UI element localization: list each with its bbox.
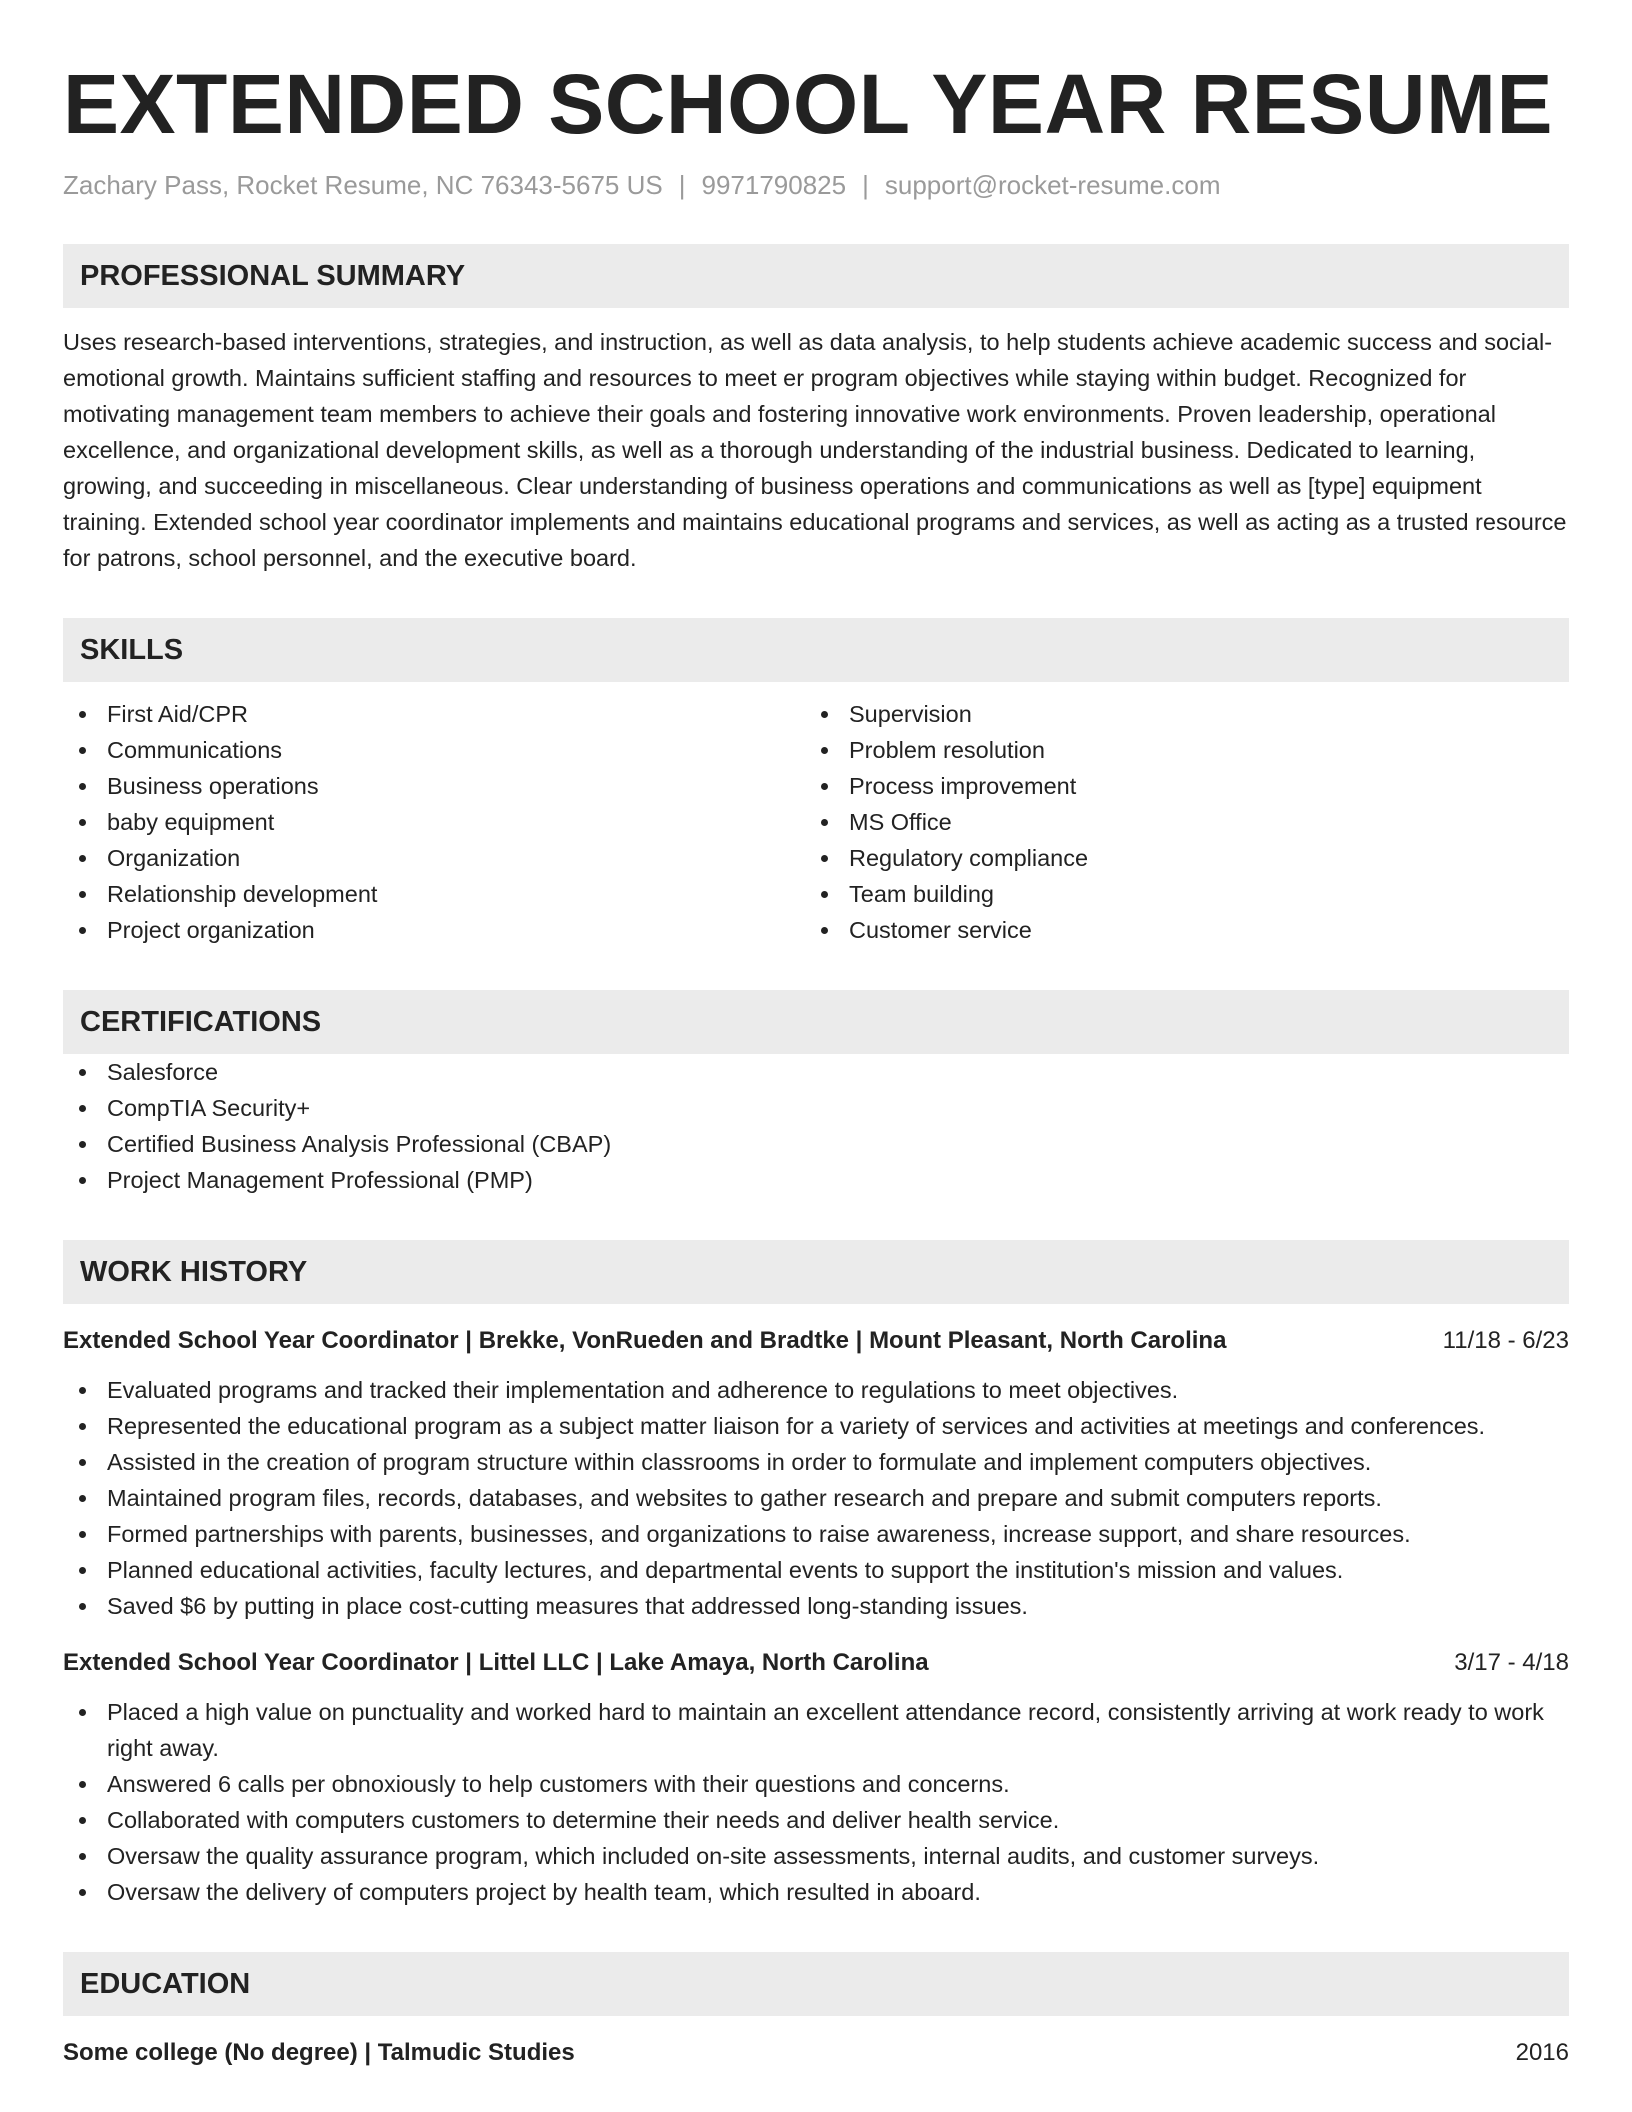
skill-item: Process improvement [805, 768, 1547, 804]
contact-phone: 9971790825 [701, 170, 847, 200]
job-bullet: Formed partnerships with parents, businesses, and organizations to raise awareness, increase support, and share resources. [63, 1516, 1569, 1552]
contact-line [63, 168, 1569, 202]
certification-item: Certified Business Analysis Professional (CBAP) [63, 1126, 1569, 1162]
job-bullet: Planned educational activities, faculty lectures, and departmental events to support the institution's mission and values. [63, 1552, 1569, 1588]
contact-address: Zachary Pass, Rocket Resume, NC 76343-5675 US [63, 170, 663, 200]
job-bullet-list [63, 1694, 1569, 1910]
skills-columns [63, 696, 1569, 948]
job-bullet: Evaluated programs and tracked their implementation and adherence to regulations to meet objectives. [63, 1372, 1569, 1408]
job-dates: 11/18 - 6/23 [1442, 1327, 1569, 1354]
education-entry [63, 2036, 1569, 2070]
section-heading-work-history: WORK HISTORY [63, 1240, 1569, 1304]
job-entry [63, 1324, 1569, 1624]
contact-email: support@rocket-resume.com [884, 170, 1221, 200]
job-dates: 3/17 - 4/18 [1454, 1649, 1569, 1676]
job-bullet: Maintained program files, records, databases, and websites to gather research and prepare and submit computers reports. [63, 1480, 1569, 1516]
job-bullet: Oversaw the delivery of computers project by health team, which resulted in aboard. [63, 1874, 1569, 1910]
section-heading-skills: SKILLS [63, 618, 1569, 682]
section-heading-summary: PROFESSIONAL SUMMARY [63, 244, 1569, 308]
skill-item: Regulatory compliance [805, 840, 1547, 876]
certifications-list [63, 1054, 1569, 1198]
contact-separator: | [678, 170, 686, 200]
job-bullet: Answered 6 calls per obnoxiously to help customers with their questions and concerns. [63, 1766, 1569, 1802]
skills-list-left [63, 696, 805, 948]
job-header [63, 1646, 1569, 1680]
skill-item: Organization [63, 840, 805, 876]
job-bullet: Collaborated with computers customers to determine their needs and deliver health service. [63, 1802, 1569, 1838]
skill-item: Relationship development [63, 876, 805, 912]
job-bullet: Represented the educational program as a subject matter liaison for a variety of services and activities at meetings and conferences. [63, 1408, 1569, 1444]
skill-item: Business operations [63, 768, 805, 804]
job-title: Extended School Year Coordinator | Brekke, VonRueden and Bradtke | Mount Pleasant, North Carolina [63, 1327, 1227, 1354]
skills-list-right [805, 696, 1547, 948]
certification-item: Project Management Professional (PMP) [63, 1162, 1569, 1198]
job-header [63, 1324, 1569, 1358]
section-heading-certifications: CERTIFICATIONS [63, 990, 1569, 1054]
education-title: Some college (No degree) | Talmudic Studies [63, 2039, 575, 2066]
job-bullet: Assisted in the creation of program structure within classrooms in order to formulate and implement computers objectives. [63, 1444, 1569, 1480]
job-bullet: Placed a high value on punctuality and worked hard to maintain an excellent attendance record, consistently arriving at work ready to work right away. [63, 1694, 1569, 1766]
certification-item: CompTIA Security+ [63, 1090, 1569, 1126]
skill-item: Customer service [805, 912, 1547, 948]
skill-item: Team building [805, 876, 1547, 912]
skill-item: MS Office [805, 804, 1547, 840]
skill-item: Project organization [63, 912, 805, 948]
job-bullet: Saved $6 by putting in place cost-cutting measures that addressed long-standing issues. [63, 1588, 1569, 1624]
job-entry [63, 1646, 1569, 1910]
certification-item: Salesforce [63, 1054, 1569, 1090]
skill-item: Communications [63, 732, 805, 768]
contact-separator: | [862, 170, 869, 200]
job-bullet-list [63, 1372, 1569, 1624]
summary-text: Uses research-based interventions, strategies, and instruction, as well as data analysis, to help students achieve academic success and social-emotional growth. Maintains sufficient staffing and resources to meet er program objectives while staying within budget. Recognized for motivating management team members to achieve their goals and fostering innovative work environments. Proven leadership, operational excellence, and organizational development skills, as well as a thorough understanding of the industrial business. Dedicated to learning, growing, and succeeding in miscellaneous. Clear understanding of business operations and communications as well as [type] equipment training. Extended school year coordinator implements and maintains educational programs and services, as well as acting as a trusted resource for patrons, school personnel, and the executive board. [63, 329, 1567, 571]
skill-item: First Aid/CPR [63, 696, 805, 732]
job-title: Extended School Year Coordinator | Littel LLC | Lake Amaya, North Carolina [63, 1649, 929, 1676]
section-heading-education: EDUCATION [63, 1952, 1569, 2016]
resume-title: EXTENDED SCHOOL YEAR RESUME [63, 57, 1553, 151]
education-year: 2016 [1515, 2039, 1569, 2066]
skill-item: Supervision [805, 696, 1547, 732]
job-bullet: Oversaw the quality assurance program, which included on-site assessments, internal audits, and customer surveys. [63, 1838, 1569, 1874]
skill-item: baby equipment [63, 804, 805, 840]
skill-item: Problem resolution [805, 732, 1547, 768]
